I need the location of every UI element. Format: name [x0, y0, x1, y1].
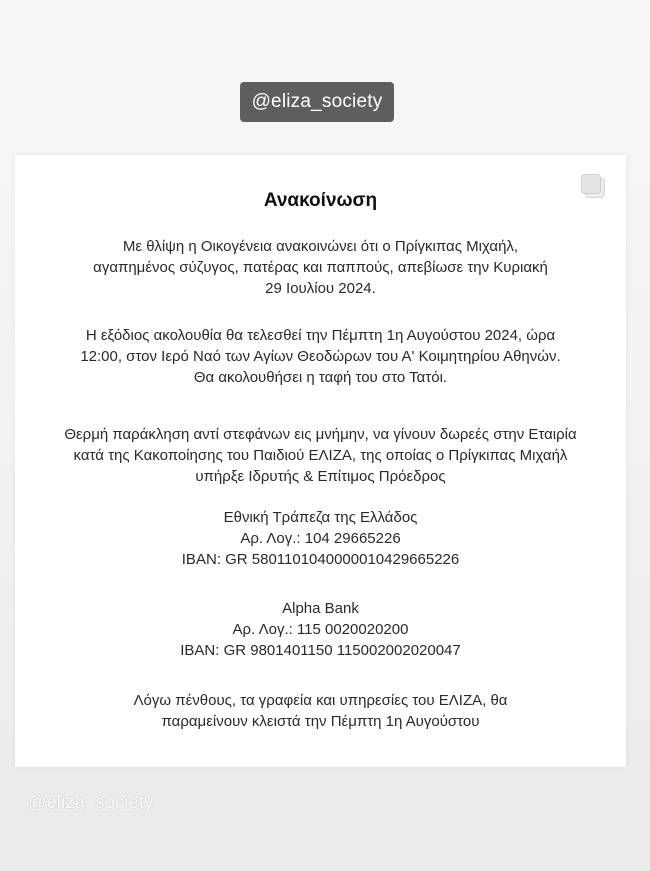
funeral-service-paragraph — [15, 325, 626, 388]
bank-details-alpha-bank — [15, 598, 626, 661]
bank-account-number: Αρ. Λογ.: 104 29665226 — [240, 530, 401, 547]
text-line: Θερμή παράκληση αντί στεφάνων εις μνήμην, να γίνουν δωρεές στην Εταιρία — [64, 426, 577, 443]
donation-request-paragraph — [15, 424, 626, 487]
text-line: Με θλίψη η Οικογένεια ανακοινώνει ότι ο Πρίγκιπας Μιχαήλ, — [122, 238, 519, 255]
death-notice-paragraph — [15, 236, 626, 299]
bank-name: Alpha Bank — [282, 600, 359, 617]
text-line: Θα ακολουθήσει η ταφή του στο Τατόι. — [193, 369, 448, 386]
text-line: αγαπημένος σύζυγος, πατέρας και παππούς, απεβίωσε την Κυριακή — [93, 259, 548, 276]
bank-iban: IBAN: GR 9801401150 115002002020047 — [180, 642, 461, 659]
watermark: @eliza_society — [28, 792, 154, 812]
announcement-title: Ανακοίνωση — [263, 190, 378, 211]
text-line: 29 Ιουλίου 2024. — [265, 280, 376, 297]
bank-account-number: Αρ. Λογ.: 115 0020020200 — [232, 621, 409, 638]
text-line: Η εξόδιος ακολουθία θα τελεσθεί την Πέμπτη 1η Αυγούστου 2024, ώρα — [85, 327, 556, 344]
bank-iban: IBAN: GR 5801101040000010429665226 — [181, 551, 460, 568]
bank-name: Εθνική Τράπεζα της Ελλάδος — [223, 509, 418, 526]
story-mention-tag[interactable]: @eliza_society — [240, 82, 394, 122]
text-line: Λόγω πένθους, τα γραφεία και υπηρεσίες του ΕΛΙΖΑ, θα — [133, 692, 508, 709]
text-line: υπήρξε Ιδρυτής & Επίτιμος Πρόεδρος — [195, 468, 446, 485]
office-closure-paragraph — [15, 690, 626, 732]
bank-details-national-bank — [15, 507, 626, 570]
text-line: παραμείνουν κλειστά την Πέμπτη 1η Αυγούστου — [161, 713, 480, 730]
text-line: 12:00, στον Ιερό Ναό των Αγίων Θεοδώρων του Α' Κοιμητηρίου Αθηνών. — [80, 348, 561, 365]
text-line: κατά της Κακοποίησης του Παιδιού ΕΛΙΖΑ, της οποίας ο Πρίγκιπας Μιχαήλ — [73, 447, 568, 464]
